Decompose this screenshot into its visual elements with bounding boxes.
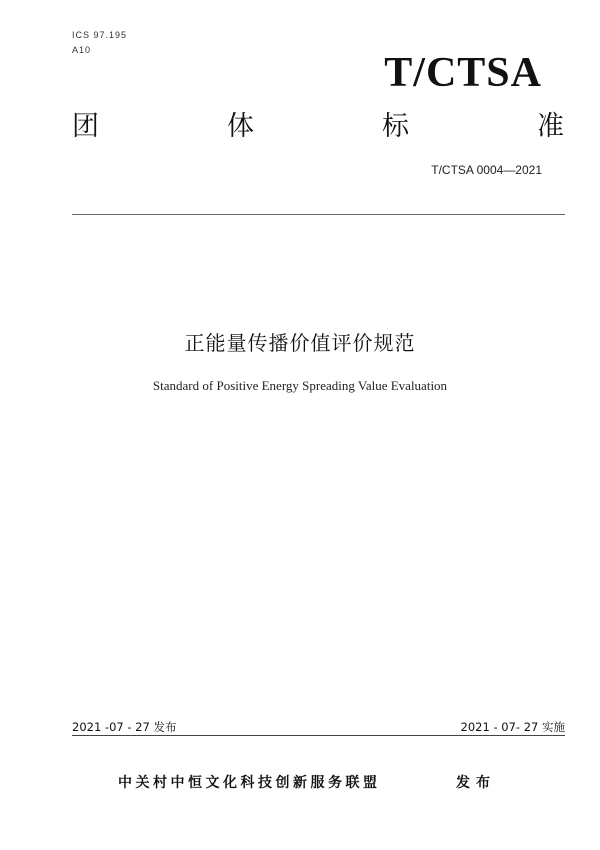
ics-code: ICS 97.195: [72, 30, 128, 40]
top-divider: [72, 214, 565, 215]
standard-type-char: 体: [227, 111, 254, 142]
bottom-divider: [72, 735, 565, 736]
standard-type-char: 标: [382, 111, 409, 142]
document-title-en: Standard of Positive Energy Spreading Value Evaluation: [152, 378, 448, 393]
issue-label: 发布: [456, 775, 496, 791]
implementation-date: 2021 - 07- 27 实施: [460, 720, 565, 734]
issue-date: 2021 -07 - 27 发布: [72, 720, 177, 734]
standard-number: T/CTSA 0004—2021: [431, 163, 542, 177]
standard-type-char: 团: [72, 111, 99, 142]
standard-code-logo: T/CTSA: [384, 50, 542, 96]
standard-type: [72, 113, 564, 140]
standard-type-char: 准: [537, 111, 564, 142]
ccs-code: A10: [72, 45, 92, 55]
document-title-zh: 正能量传播价值评价规范: [184, 331, 416, 355]
issuing-organization: 中关村中恒文化科技创新服务联盟: [118, 775, 381, 791]
